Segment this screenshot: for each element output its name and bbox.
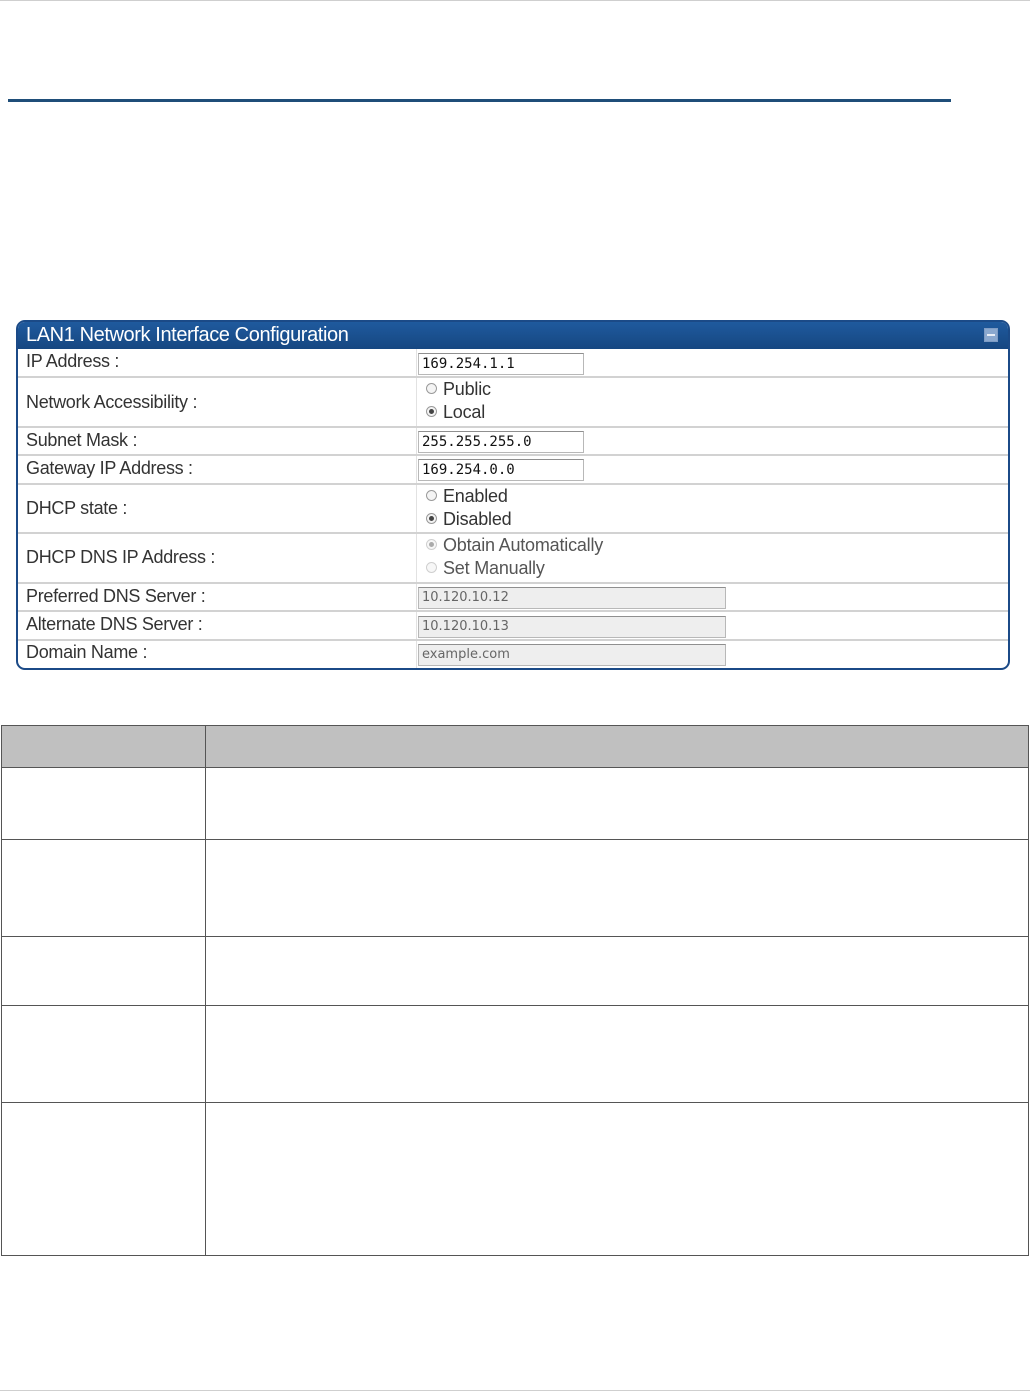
preferred-dns-input[interactable]: 10.120.10.12: [418, 587, 726, 609]
dhcp-state-label: DHCP state :: [26, 498, 128, 518]
radio-obtain-automatically-label: Obtain Automatically: [443, 535, 604, 555]
row-gateway-ip: [18, 456, 1008, 485]
panel-title: LAN1 Network Interface Configuration: [26, 324, 349, 346]
table-row: [2, 768, 1029, 840]
table-row: [2, 840, 1029, 937]
table-row: [2, 937, 1029, 1006]
alternate-dns-label: Alternate DNS Server :: [26, 614, 203, 634]
preferred-dns-label: Preferred DNS Server :: [26, 586, 206, 606]
domain-name-label: Domain Name :: [26, 642, 148, 662]
ip-address-label: IP Address :: [26, 351, 120, 371]
radio-local-icon[interactable]: [426, 406, 437, 417]
panel-header: [18, 322, 1008, 349]
radio-public-label: Public: [443, 379, 491, 399]
radio-set-manually-icon[interactable]: [426, 562, 437, 573]
row-alternate-dns: [18, 612, 1008, 641]
row-network-accessibility: [18, 378, 1008, 428]
radio-local-label: Local: [443, 402, 486, 422]
heading-underline: [8, 99, 951, 102]
radio-enabled-icon[interactable]: [426, 490, 437, 501]
row-dhcp-dns: [18, 534, 1008, 584]
row-dhcp-state: [18, 485, 1008, 534]
subnet-mask-label: Subnet Mask :: [26, 430, 138, 450]
table-row: [2, 1006, 1029, 1103]
row-domain-name: [18, 641, 1008, 669]
table-header-cell: [206, 726, 1029, 768]
domain-name-input[interactable]: example.com: [418, 644, 726, 666]
radio-set-manually[interactable]: [426, 558, 545, 579]
attributes-table: [1, 725, 1029, 1256]
page-top-rule: [0, 0, 1030, 1]
radio-public[interactable]: [426, 379, 491, 400]
row-preferred-dns: [18, 584, 1008, 612]
table-header-row: [2, 726, 1029, 768]
radio-disabled[interactable]: [426, 509, 511, 530]
radio-local[interactable]: [426, 402, 485, 423]
radio-set-manually-label: Set Manually: [443, 558, 545, 578]
network-accessibility-label: Network Accessibility :: [26, 392, 198, 412]
lan1-config-panel: [16, 320, 1010, 670]
alternate-dns-input[interactable]: 10.120.10.13: [418, 616, 726, 638]
radio-disabled-label: Disabled: [443, 509, 512, 529]
gateway-ip-label: Gateway IP Address :: [26, 458, 193, 478]
radio-enabled[interactable]: [426, 486, 508, 507]
radio-disabled-icon[interactable]: [426, 513, 437, 524]
radio-enabled-label: Enabled: [443, 486, 508, 506]
gateway-ip-input[interactable]: 169.254.0.0: [418, 459, 584, 481]
radio-public-icon[interactable]: [426, 383, 437, 394]
collapse-icon[interactable]: [984, 328, 998, 342]
ip-address-input[interactable]: 169.254.1.1: [418, 353, 584, 375]
page-bottom-rule: [0, 1390, 1030, 1391]
row-ip-address: [18, 349, 1008, 378]
radio-obtain-automatically[interactable]: [426, 535, 603, 556]
table-row: [2, 1103, 1029, 1256]
table-header-cell: [2, 726, 206, 768]
row-subnet-mask: [18, 428, 1008, 456]
subnet-mask-input[interactable]: 255.255.255.0: [418, 431, 584, 453]
radio-obtain-automatically-icon[interactable]: [426, 539, 437, 550]
dhcp-dns-label: DHCP DNS IP Address :: [26, 547, 216, 567]
